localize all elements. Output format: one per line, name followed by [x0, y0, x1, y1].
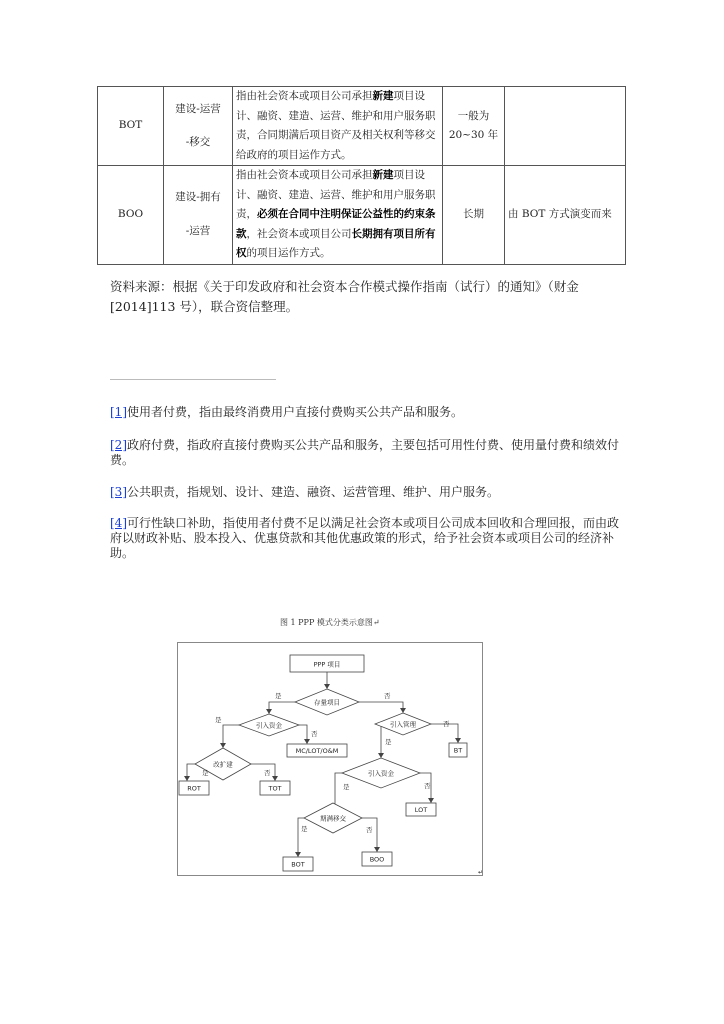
mode-type-cell: 建设-拥有 -运营 [164, 166, 233, 265]
table-row [98, 87, 626, 166]
mode-description-cell: 指由社会资本或项目公司承担新建项目设计、融资、建造、运营、维护和用户服务职责，合同期满后项目资产及相关权利等移交给政府的项目运作方式。 [233, 87, 443, 166]
yes-label: 是 [275, 692, 282, 700]
footnote: [2]政府付费，指政府直接付费购买公共产品和服务，主要包括可用性付费、使用量付费和绩效付费。 [110, 438, 620, 467]
footnote: [4]可行性缺口补助，指使用者付费不足以满足社会资本或项目公司成本回收和合理回报，而由政府以财政补贴、股本投入、优惠贷款和其他优惠政策的形式，给予社会资本或项目公司的经济补助。 [110, 516, 620, 560]
footnote: [3]公共职责，指规划、设计、建造、融资、运营管理、维护、用户服务。 [110, 485, 500, 499]
mode-name-cell: BOO [98, 166, 164, 265]
contract-period-cell: 长期 [443, 166, 505, 265]
no-label: 否 [264, 769, 271, 777]
contract-period-cell: 一般为 20~30 年 [443, 87, 505, 166]
footnote-divider [110, 379, 276, 380]
note-cell [505, 87, 626, 166]
tot-label: TOT [268, 784, 282, 793]
no-label: 否 [443, 720, 450, 728]
figure-caption: 图 1 PPP 模式分类示意图↵ [280, 618, 380, 627]
introduce-capital-label: 引入资金 [256, 721, 282, 730]
no-label: 否 [384, 692, 391, 700]
no-label: 否 [311, 730, 318, 738]
mode-name-cell: BOT [98, 87, 164, 166]
lot-label: LOT [414, 806, 428, 814]
footnote-link[interactable]: [4] [110, 516, 127, 530]
footnote-link[interactable]: [2] [110, 438, 127, 452]
introduce-management-label: 引入管理 [390, 720, 416, 729]
note-cell: 由 BOT 方式演变而来 [505, 166, 626, 265]
yes-label: 是 [301, 825, 308, 833]
footnote-link[interactable]: [3] [110, 485, 127, 499]
mode-type-cell: 建设-运营 -移交 [164, 87, 233, 166]
ppp-flowchart [177, 642, 483, 877]
renovation-label: 改扩建 [213, 760, 233, 769]
bt-label: BT [453, 746, 463, 755]
mode-description-cell: 指由社会资本或项目公司承担新建项目设计、融资、建造、运营、维护和用户服务职责，必须在合同中注明保证公益性的约束条款，社会资本或项目公司长期拥有项目所有权的项目运作方式。 [233, 166, 443, 265]
ppp-project-label: PPP 项目 [313, 660, 341, 669]
no-label: 否 [366, 826, 373, 834]
yes-label: 是 [215, 716, 222, 724]
ppp-mode-table [97, 86, 625, 261]
yes-label: 是 [343, 783, 350, 791]
footnote: [1]使用者付费，指由最终消费用户直接付费购买公共产品和服务。 [110, 405, 464, 419]
return-mark-icon: ↵ [478, 869, 483, 876]
bot-label: BOT [291, 860, 305, 869]
transfer-on-expiry-label: 期满移交 [320, 814, 346, 823]
existing-project-label: 存量项目 [314, 698, 340, 707]
rot-label: ROT [187, 784, 201, 793]
footnote-link[interactable]: [1] [110, 405, 127, 419]
boo-label: BOO [369, 855, 385, 864]
source-note: 资料来源：根据《关于印发政府和社会资本合作模式操作指南（试行）的通知》（财金[2014]113 号），联合资信整理。 [110, 279, 579, 314]
no-label: 否 [424, 782, 431, 790]
table-row [98, 166, 626, 265]
yes-label: 是 [202, 769, 209, 777]
yes-label: 是 [385, 738, 392, 746]
introduce-capital-label: 引入资金 [368, 769, 394, 778]
mc-lot-om-label: MC/LOT/O&M [295, 747, 339, 755]
